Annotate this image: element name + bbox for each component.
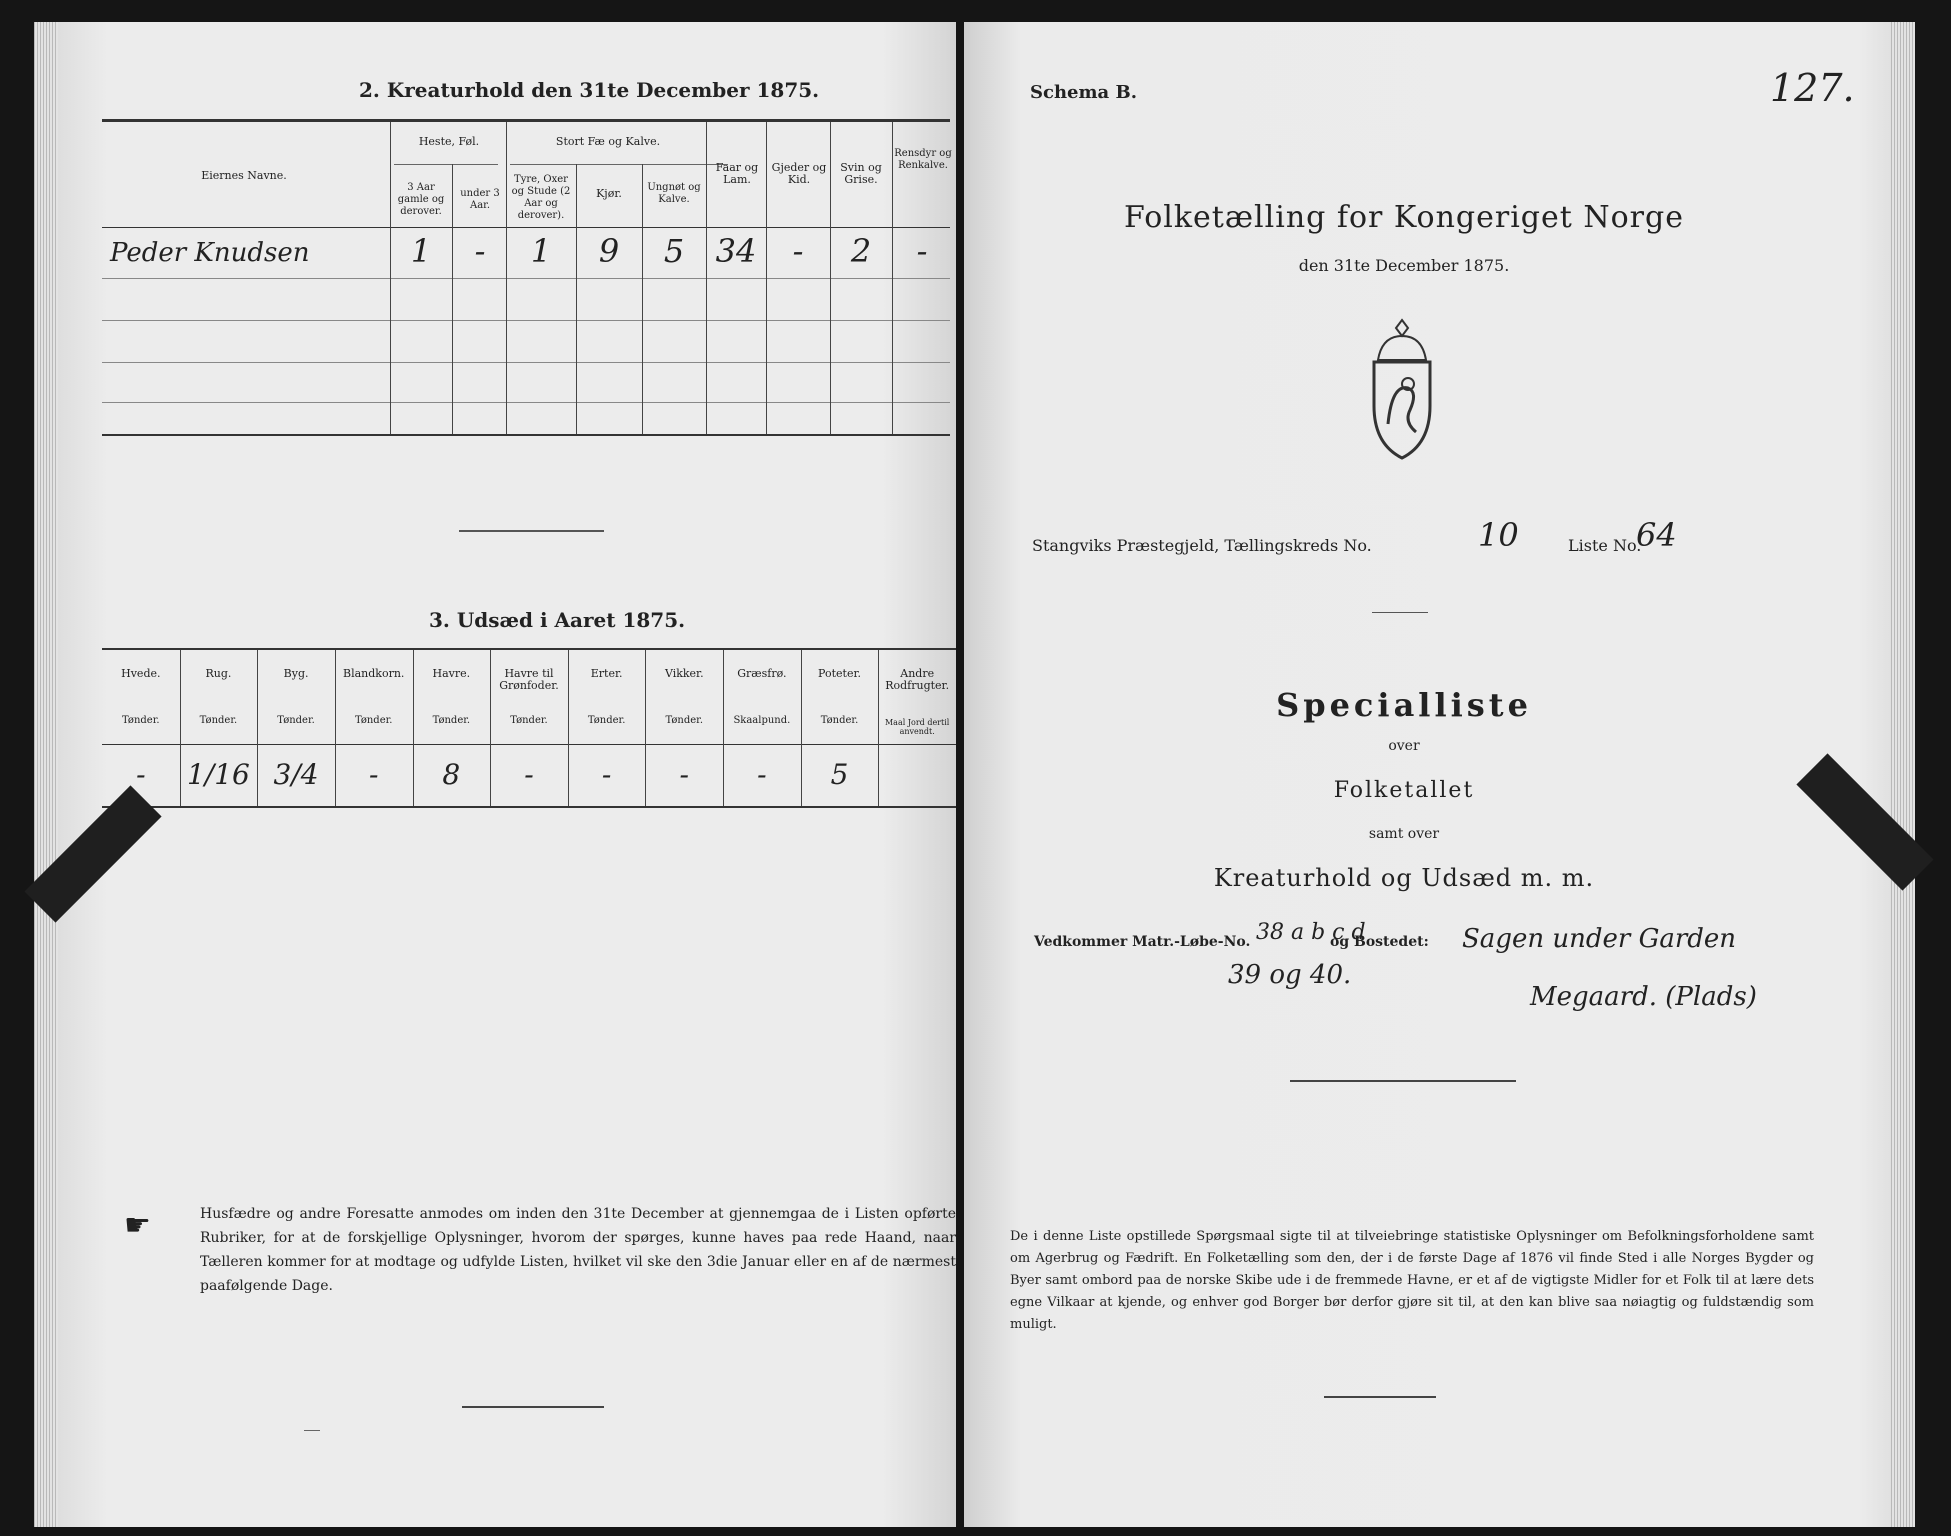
left-page <box>34 22 956 1527</box>
left-page-edge <box>34 22 58 1527</box>
sowing-header-name: Erter. <box>590 667 623 680</box>
col-divider <box>642 164 643 434</box>
matr-label: Vedkommer Matr.-Løbe-No. <box>1034 934 1251 950</box>
value-reindeer: - <box>916 232 928 270</box>
header-calves: Ungnøt og Kalve. <box>647 182 701 205</box>
livestock-row-rule <box>102 362 950 363</box>
sowing-header-unit: Tønder. <box>277 715 315 726</box>
special-list-title: Specialliste <box>1276 686 1532 724</box>
horses-sub-rule <box>394 164 498 165</box>
sowing-header-unit: Tønder. <box>354 715 393 726</box>
cattle-sub-rule <box>510 164 728 165</box>
value-goats: - <box>792 232 804 270</box>
bosted-line2: Megaard. (Plads) <box>1530 982 1757 1012</box>
sowing-col-divider <box>878 650 879 806</box>
sowing-header-name: Poteter. <box>818 667 862 680</box>
value-sheep: 34 <box>715 232 757 270</box>
sowing-value: - <box>368 758 379 791</box>
bosted-line1: Sagen under Garden <box>1462 924 1737 954</box>
sowing-header-rule <box>102 744 956 745</box>
sowing-value: 8 <box>442 758 461 791</box>
section-divider <box>1290 1080 1516 1082</box>
pointing-hand-icon: ☛ <box>124 1208 151 1243</box>
page-number: 127. <box>1770 66 1855 110</box>
sowing-value: - <box>679 758 689 791</box>
matr-number: 38 a b c d <box>1256 920 1366 945</box>
schema-label: Schema B. <box>1030 82 1137 103</box>
value-bulls: 1 <box>530 232 552 270</box>
sowing-header-unit: Tønder. <box>587 715 626 726</box>
sowing-table-bottom-rule <box>102 806 956 808</box>
sowing-title: 3. Udsæd i Aaret 1875. <box>429 608 686 632</box>
livestock-row-rule <box>102 320 950 321</box>
sowing-header-unit: Tønder. <box>665 715 704 726</box>
list-label: Liste No. <box>1568 536 1642 555</box>
col-divider <box>766 122 767 434</box>
footer-text: De i denne Liste opstillede Spørgsmaal sigte til at tilveiebringe statistiske Oplysninger om Befolkningsforholdene samt om Agerbrug og Fædrift. En Folketælling som den, der i de første Dage af 1876 vil finde Sted i alle Norges Bygder og Byer samt ombord paa de norske Skibe ude i de fremmede Havne, er et af de vigtigste Midler for et Folk til at lære dets egne Vilkaar at kjende, og enhver god Borger bør derfor gjøre sit til, at den kan blive saa nøiagtig og fuldstændig som muligt. <box>1010 1229 1814 1332</box>
col-divider <box>706 122 707 434</box>
livestock-table-bottom-rule <box>102 434 950 436</box>
sowing-value: - <box>757 758 767 791</box>
sowing-value: - <box>524 758 534 791</box>
livestock-row-rule <box>102 278 950 279</box>
kreatur-title: Kreaturhold og Udsæd m. m. <box>1213 864 1595 892</box>
footer-rule <box>1324 1396 1436 1398</box>
sowing-header-unit: Skaalpund. <box>733 715 791 726</box>
sowing-header-name: Hvede. <box>121 667 161 680</box>
title-divider <box>1372 612 1428 613</box>
col-divider <box>576 164 577 434</box>
sowing-header-unit: Tønder. <box>122 715 160 726</box>
district-number: 10 <box>1478 516 1519 554</box>
right-page-edge <box>1891 22 1915 1527</box>
header-horses: Heste, Føl. <box>418 135 480 148</box>
bosted-label: og Bostedet: <box>1330 934 1429 950</box>
col-divider <box>892 122 893 434</box>
col-divider <box>506 122 507 434</box>
date-line: den 31te December 1875. <box>1298 256 1510 275</box>
sowing-header-name: Rug. <box>205 667 232 680</box>
livestock-title: 2. Kreaturhold den 31te December 1875. <box>359 78 820 102</box>
value-horses-young: - <box>474 232 486 270</box>
sowing-header-name: Andre Rodfrugter. <box>885 667 950 692</box>
header-cattle: Stort Fæ og Kalve. <box>555 135 661 148</box>
owner-name: Peder Knudsen <box>110 238 310 268</box>
value-horses-old: 1 <box>410 232 432 270</box>
main-title: Folketælling for Kongeriget Norge <box>1124 200 1684 235</box>
sowing-header-name: Havre. <box>432 667 471 680</box>
header-sheep: Faar og Lam. <box>715 161 759 186</box>
livestock-row-rule <box>102 402 950 403</box>
value-pigs: 2 <box>850 232 872 270</box>
matr-number-continued: 39 og 40. <box>1228 960 1352 990</box>
notice-text: Husfædre og andre Foresatte anmodes om inden den 31te December at gjennemgaa de i Listen opførte Rubriker, for at de forskjellige Oplysninger, hvorom der spørges, kunne haves paa rede Haand, naar Tælleren kommer for at modtage og udfylde Listen, hvilket vil ske den 3die Januar eller en af de nærmest paafølgende Dage. <box>200 1206 956 1294</box>
sowing-header-unit: Tønder. <box>199 715 238 726</box>
sowing-header-unit: Maal Jord dertil anvendt. <box>884 718 950 736</box>
section-divider <box>459 530 604 532</box>
sowing-value: - <box>136 758 146 791</box>
sowing-header-name: Blandkorn. <box>343 667 405 680</box>
livestock-table-top-rule <box>102 119 950 122</box>
samt-over-text: samt over <box>1368 826 1440 842</box>
sowing-value: 5 <box>830 758 849 791</box>
sowing-header-name: Byg. <box>283 667 309 680</box>
header-bulls: Tyre, Oxer og Stude (2 Aar og derover). <box>511 174 571 221</box>
col-divider <box>452 164 453 434</box>
footer-rule <box>462 1406 604 1408</box>
sowing-value: 3/4 <box>273 758 319 791</box>
sowing-table-top-rule <box>102 648 956 650</box>
value-calves: 5 <box>663 232 685 270</box>
sowing-value: 1/16 <box>186 758 250 791</box>
header-horses-young: under 3 Aar. <box>460 188 500 211</box>
col-divider <box>830 122 831 434</box>
col-divider <box>390 122 391 434</box>
header-horses-old: 3 Aar gamle og derover. <box>397 182 445 217</box>
sowing-header-unit: Tønder. <box>820 715 859 726</box>
livestock-header-rule <box>102 227 950 228</box>
sowing-header-unit: Tønder. <box>432 715 471 726</box>
sowing-value: - <box>601 758 612 791</box>
sowing-header-name: Vikker. <box>664 667 704 680</box>
header-pigs: Svin og Grise. <box>840 161 882 186</box>
sowing-header-name: Havre til Grønfoder. <box>499 667 559 692</box>
pencil-mark <box>304 1430 320 1431</box>
coat-of-arms-icon <box>1352 314 1452 464</box>
header-owner: Eiernes Navne. <box>201 169 287 182</box>
right-page <box>964 22 1915 1527</box>
header-goats: Gjeder og Kid. <box>771 161 827 186</box>
over-text: over <box>1388 738 1420 754</box>
list-number: 64 <box>1636 516 1677 554</box>
header-cows: Kjør. <box>596 187 622 200</box>
parish-label: Stangviks Præstegjeld, Tællingskreds No. <box>1032 536 1372 555</box>
folketallet-text: Folketallet <box>1333 778 1475 803</box>
value-cows: 9 <box>598 232 620 270</box>
sowing-header-name: Græsfrø. <box>737 667 787 680</box>
sowing-header-unit: Tønder. <box>510 715 548 726</box>
header-reindeer: Rensdyr og Renkalve. <box>894 148 952 171</box>
